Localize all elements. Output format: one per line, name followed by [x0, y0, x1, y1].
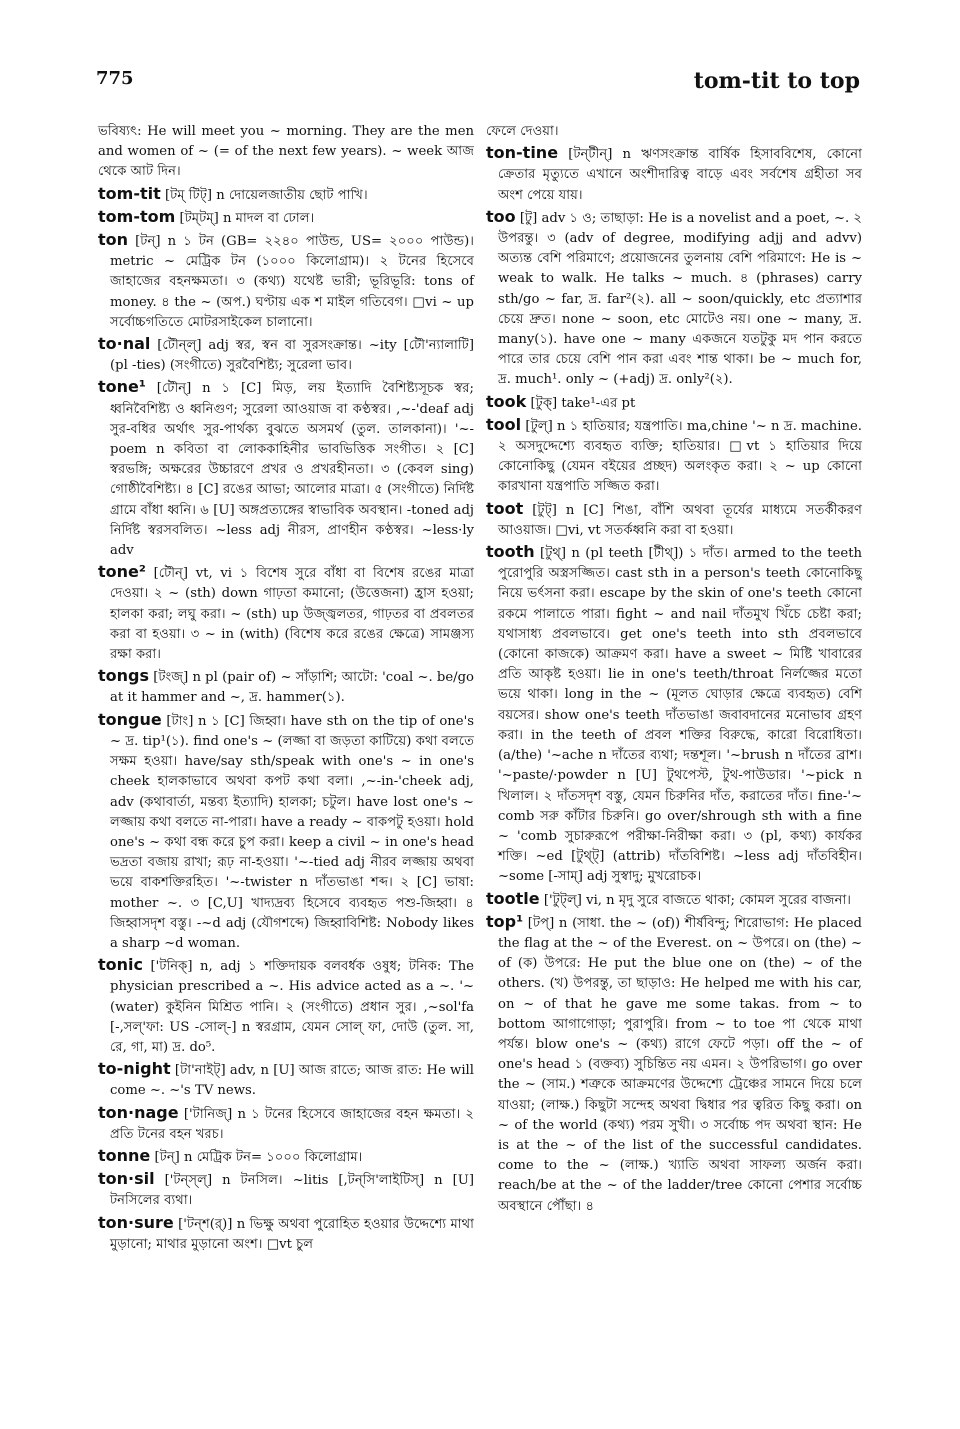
- entry-definition: ['টনিক্] n, adj ১ শক্তিদায়ক বলবর্ধক ওষুধ; টনিক: The physician prescribed a ~. His advice acted as a ~. '~(water) কুইনিন মিশ্রিত পানি। ২ (সংগীতে) প্রধান সুর। ,~sol'fa [-,সল্'ফা: US -সোল্-] n স্বরগ্রাম, যেমন সোল্ ফা, দোউ (তুল. সা, রে, গা, মা) দ্র. do⁵.: [110, 959, 474, 1055]
- dictionary-entry: [486, 542, 862, 887]
- headword: ton·nage: [98, 1102, 179, 1122]
- entry-definition: [টুট্] n [C] শিঙা, বাঁশি অথবা তূর্যের মাধ্যমে সতর্কীকরণ আওয়াজ। □vi, vt সতর্কধ্বনি করা বা হওয়া।: [498, 502, 862, 538]
- dictionary-entry: [98, 122, 474, 183]
- dictionary-entry: [98, 1059, 474, 1101]
- headword: tongs: [98, 666, 150, 686]
- entry-definition: [টৌন্] vt, vi ১ বিশেষ সুরে বাঁধা বা বিশেষ রঙের মাত্রা দেওয়া। ২ ~ (sth) down গাঢ়তা কমানো; (উত্তেজনা) হ্রাস হওয়া; হালকা করা; লঘু করা। ~ (sth) up উজ্জ্বলতর, গাঢ়তর বা প্রবলতর করা বা হওয়া। ৩ ~ in (with) (বিশেষ করে রঙের ক্ষেত্রে) সামঞ্জস্য রক্ষা করা।: [110, 566, 474, 663]
- headword: ton: [98, 230, 129, 250]
- entry-definition: [টপ্] n (সাধা. the ~ (of)) শীর্ষবিন্দু; শিরোভাগ: He placed the flag at the ~ of the Everest. on ~ উপরে। on (the) ~ of (ক) উপরে: He put the blue one on (the) ~ of the others. (খ) উপরন্তু, তা ছাড়াও: He helped me with his car, on ~ of that he gave me some takas. from ~ to bottom আগাগোড়া; পুরাপুরি। from ~ to toe পা থেকে মাথা পর্যন্ত। blow one's ~ (কথ্য) রাগে ফেটে পড়া। off the ~ of one's head ১ (বক্তব্য) সুচিন্তিত নয় এমন। ২ উপরিভাগ। go over the ~ (সাম.) শত্রুকে আক্রমণের উদ্দেশ্যে ট্রেঞ্চের সামনে দিয়ে চলে যাওয়া; (লাক্ষ.) কিছুটা সন্দেহ অথবা দ্বিধার পর ত্বরিত কিছু করা। on ~ of the world (কথ্য) পরম সুখী। ৩ সর্বোচ্চ পদ অথবা স্থান: He is at the ~ of the list of the successful candidates. come to the ~ (লাক্ষ.) খ্যাতি অথবা সাফল্য অর্জন করা। reach/be at the ~ of the ladder/tree কোনো পেশার সর্বোচ্চ অবস্থানে পৌঁছা। ৪: [498, 915, 862, 1214]
- entry-definition: [টুথ্] n (pl teeth [টীথ্]) ১ দাঁত। armed to the teeth পুরোপুরি অস্ত্রসজ্জিত। cast sth in a person's teeth কোনোকিছু নিয়ে ভর্ৎসনা করা। escape by the skin of one's teeth কোনো রকমে পালাতে পারা। fight ~ and nail দাঁতমুখ খিঁচে চেষ্টা করা; যথাসাধ্য প্রবলভাবে। get one's teeth into sth প্রবলভাবে (কোনো কাজকে) আক্রমণ করা। have a sweet ~ মিষ্টি খাবারের প্রতি আকৃষ্ট হওয়া। lie in one's teeth/throat নির্লজ্জের মতো ভয়ে থাকা। long in the ~ (মূলত ঘোড়ার ক্ষেত্রে ব্যবহৃত) বেশি বয়সের। show one's teeth দাঁতভাঙা জবাবদানের মনোভাব গ্রহণ করা। in the teeth of প্রবল শক্তির বিরুদ্ধে, কারো বিরোধিতা। (a/the) '~ache n দাঁতের ব্যথা; দন্তশূল। '~brush n দাঁতের ব্রাশ। '~paste/·powder n [U] টুথপেস্ট, টুথ-পাউডার। '~pick n খিলাল। ২ দাঁতসদৃশ বস্তু, যেমন চিরুনির দাঁত, করাতের দাঁত। fine-'~ comb সরু কাঁটার চিরুনি। go over/shrough sth with a fine ~ 'comb সুচারুরূপে পরীক্ষা-নিরীক্ষা করা। ৩ (pl, কথ্য) কার্যকর শক্তি। ~ed [টুথ্ট্] (attrib) দাঁতবিশিষ্ট। ~less adj দাঁতবিহীন। ~some [-সাম্] adj সুস্বাদু; মুখরোচক।: [498, 546, 862, 885]
- dictionary-entry: [486, 207, 862, 391]
- headword: to-night: [98, 1059, 171, 1079]
- entry-definition: [টন্‌টীন্] n ঋণসংক্রান্ত বার্ষিক হিসাববিশেষ, কোনো ক্রেতার মৃত্যুতে এখানে অংশীদারিত্ব বাড়ে এবং সর্বশেষ গ্রহীতা সব অংশ পেয়ে যায়।: [498, 147, 862, 203]
- dictionary-entry: [98, 1103, 474, 1145]
- headword: tool: [486, 414, 522, 434]
- dictionary-entry: [98, 207, 474, 229]
- headword: tone²: [98, 562, 146, 582]
- entry-definition: ফেলে দেওয়া।: [486, 124, 559, 139]
- dictionary-entry: [98, 1213, 474, 1255]
- page-header: [96, 68, 860, 102]
- dictionary-entry: [98, 184, 474, 206]
- headword: tootle: [486, 888, 540, 908]
- dictionary-entry: [486, 499, 862, 541]
- dictionary-entry: [486, 912, 862, 1217]
- entry-definition: [টন্] n ১ টন (GB= ২২৪০ পাউন্ড, US= ২০০০ পাউন্ড)। metric ~ মেট্রিক টন (১০০০ কিলোগ্রাম)। ২ টনের হিসেবে জাহাজের বহনক্ষমতা। ৩ (কথ্য) যথেষ্ট ভারী; ভূরিভূরি: tons of money. ৪ the ~ (অপ.) ঘণ্টায় এক শ মাইল গতিবেগ। □vi ~ up সর্বোচ্চগতিতে মোটরসাইকেল চালানো।: [110, 234, 474, 330]
- dictionary-entry: [486, 122, 862, 142]
- headword: tonic: [98, 955, 143, 975]
- headword: tongue: [98, 709, 162, 729]
- headword: toot: [486, 498, 524, 518]
- headword: top¹: [486, 911, 524, 931]
- entry-definition: [টাং] n ১ [C] জিহ্বা। have sth on the tip of one's ~ দ্র. tip¹(১). find one's ~ (লজ্জা বা জড়তা কাটিয়ে) কথা বলতে সক্ষম হওয়া। have/say sth/speak with one's ~ in one's cheek হালকাভাবে অথবা কপট কথা বলা। ,~-in-'cheek adj, adv (কথাবার্তা, মন্তব্য ইত্যাদি) হালকা; চটুল। have lost one's ~ লজ্জায় কথা বলতে না-পারা। have a ready ~ বাকপটু হওয়া। hold one's ~ কথা বন্ধ করে চুপ করা। keep a civil ~ in one's head ভদ্রতা বজায় রাখা; রূঢ় না-হওয়া। '~-tied adj নীরব লজ্জায় অথবা ভয়ে বাকশক্তিরহিত। '~-twister n দাঁতভাঙা শব্দ। ২ [C] ভাষা: mother ~. ৩ [C,U] খাদ্যদ্রব্য হিসেবে ব্যবহৃত পশু-জিহ্বা। ৪ জিহ্বাসদৃশ বস্তু। -~d adj (যৌগশব্দে) জিহ্বাবিশিষ্ট: Nobody likes a sharp ~d woman.: [110, 713, 474, 951]
- entry-definition: [টৌন্] n ১ [C] মিড়, লয় ইত্যাদি বৈশিষ্ট্যসূচক স্বর; ধ্বনিবৈশিষ্ট্য ও ধ্বনিগুণ; সুরেলা আওয়াজ বা কণ্ঠস্বর। ,~-'deaf adj সুর-বধির অর্থাৎ সুর-পার্থক্য বুঝতে অসমর্থ (তুল. তালকানা)। '~-poem n কবিতা বা লোককাহিনীর ভাবভিত্তিক সংগীত। ২ [C] স্বরভঙ্গি; অক্ষরের উচ্চারণে প্রখর ও প্রখরহীনতা। ৩ (কেবল sing) গোষ্ঠীবৈশিষ্ট্য। ৪ [C] রঙের আভা; আলোর মাত্রা। ৫ (সংগীতে) নির্দিষ্ট গ্রামে বাঁধা ধ্বনি। ৬ [U] অঙ্গপ্রত্যঙ্গের স্বাভাবিক অবস্থান। -toned adj নির্দিষ্ট স্বরসবলিত। ~less adj নীরস, প্রাণহীন কণ্ঠস্বর। ~less·ly adv: [110, 381, 475, 559]
- headword: too: [486, 206, 516, 226]
- dictionary-entry: [98, 710, 474, 954]
- headword: ton·sure: [98, 1212, 174, 1232]
- headword: tooth: [486, 542, 535, 562]
- entry-definition: [টম্ টিট্] n দোয়েলজাতীয় ছোট পাখি।: [164, 187, 368, 203]
- dictionary-entry: [98, 334, 474, 376]
- entry-definition: [টুক্] take¹-এর pt: [530, 395, 636, 411]
- entry-definition: [টন্] n মেট্রিক টন= ১০০০ কিলোগ্রাম।: [154, 1149, 363, 1165]
- entry-definition: [টংজ্] n pl (pair of) ~ সাঁড়াশি; আটো: 'coal ~. be/go at it hammer and ~, দ্র. hammer(১).: [110, 670, 474, 706]
- right-column: [486, 122, 862, 1218]
- headword: tone¹: [98, 377, 146, 397]
- headword: tonne: [98, 1145, 151, 1165]
- entry-definition: ['টানিজ্] n ১ টনের হিসেবে জাহাজের বহন ক্ষমতা। ২ প্রতি টনের বহন খরচ।: [110, 1106, 475, 1142]
- entry-definition: ['টুট্‌ল্] vi, n মৃদু সুরে বাজতে থাকা; কোমল সুরের বাজনা।: [543, 892, 851, 908]
- entry-definition: ['টন্‌স্‌ল্] n টনসিল। ~litis [,টন্‌সি'লাইটিস্] n [U] টনসিলের ব্যথা।: [110, 1173, 475, 1209]
- headword: ton·sil: [98, 1169, 155, 1189]
- dictionary-entry: [486, 415, 862, 498]
- left-column: [98, 122, 474, 1256]
- dictionary-entry: [98, 230, 474, 333]
- entry-definition: [টৌন্‌ল্] adj স্বর, স্বন বা সুরসংক্রান্ত। ~ity [টৌ'ন্যালাটি] (pl -ties) (সংগীতে) সুরবৈশিষ্ট্য; সুরেলা ভাব।: [110, 338, 474, 374]
- dictionary-entry: [98, 377, 474, 561]
- headword: ton-tine: [486, 143, 559, 163]
- page-number: 775: [96, 68, 134, 89]
- guide-words: tom-tit to top: [693, 68, 860, 94]
- entry-definition: ভবিষ্যৎ: He will meet you ~ morning. They are the men and women of ~ (= of the next few years). ~ week আজ থেকে আট দিন।: [98, 124, 474, 180]
- dictionary-entry: [98, 1169, 474, 1211]
- dictionary-entry: [486, 143, 862, 206]
- entry-definition: [টুল্] n ১ হাতিয়ার; যন্ত্রপাতি। ma,chine '~ n দ্র. machine. ২ অসদুদ্দেশ্যে ব্যবহৃত ব্যক্তি; হাতিয়ার। □vt ১ হাতিয়ার দিয়ে কোনোকিছু (যেমন বইয়ের প্রচ্ছদ) অলংকৃত করা। ২ ~ up কোনো কারখানা যন্ত্রপাতি সজ্জিত করা।: [498, 418, 862, 495]
- dictionary-entry: [98, 1146, 474, 1168]
- headword: took: [486, 391, 527, 411]
- entry-definition: [টু] adv ১ ও; তাছাড়া: He is a novelist and a poet, ~. ২ উপরন্তু। ৩ (adv of degree, modifying adjj and advv) অত্যন্ত বেশি পরিমাণে; প্রয়োজনের তুলনায় বেশি পরিমাণে: He is ~ weak to walk. He talks ~ much. ৪ (phrases) carry sth/go ~ far, দ্র. far²(২). all ~ soon/quickly, etc প্রত্যাশার চেয়ে দ্রুত। none ~ soon, etc মোটেও নয়। one ~ many, দ্র. many(১). have one ~ many একজনে যতটুকু মদ পান করতে পারে তার চেয়ে বেশি পান করা এবং শান্ত থাকা। be ~ much for, দ্র. much¹. only ~ (+adj) দ্র. only²(২).: [498, 210, 862, 388]
- dictionary-entry: [486, 889, 862, 911]
- headword: to·nal: [98, 334, 151, 354]
- dictionary-entry: [486, 392, 862, 414]
- headword: tom-tom: [98, 206, 176, 226]
- dictionary-entry: [98, 562, 474, 665]
- entry-definition: ['টন্‌শ(র্)] n ভিক্ষু অথবা পুরোহিত হওয়ার উদ্দেশ্যে মাথা মুড়ানো; মাথার মুড়ানো অংশ। □vt চুল: [110, 1216, 474, 1252]
- dictionary-entry: [98, 666, 474, 708]
- dictionary-entry: [98, 955, 474, 1058]
- headword: tom-tit: [98, 183, 161, 203]
- entry-definition: [টা'নাইট্] adv, n [U] আজ রাতে; আজ রাত: He will come ~. ~'s TV news.: [110, 1063, 474, 1099]
- entry-definition: [টম্‌টম্] n মাদল বা ঢোল।: [179, 210, 315, 226]
